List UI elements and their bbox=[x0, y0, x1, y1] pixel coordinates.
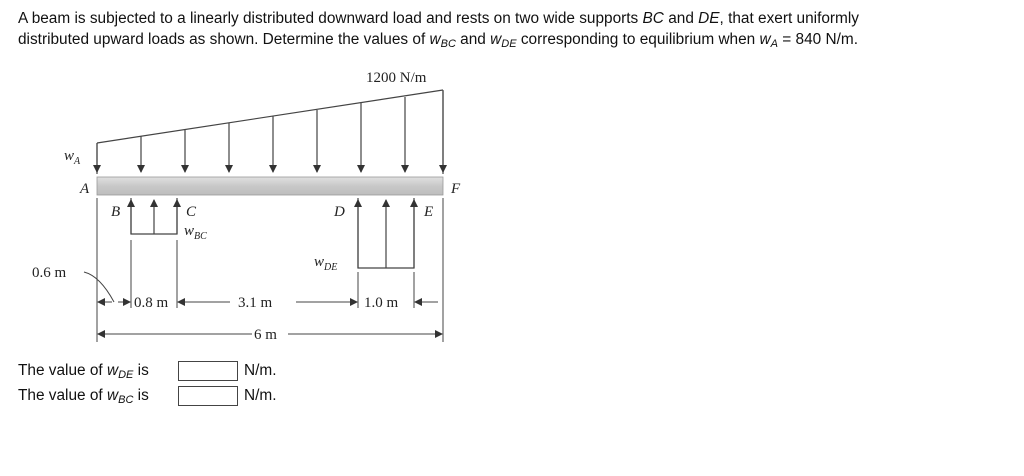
support-bc bbox=[131, 198, 177, 234]
dim-6-label: 6 m bbox=[254, 327, 277, 343]
load-max-label: 1200 N/m bbox=[366, 70, 427, 86]
wde-unit: N/m. bbox=[244, 362, 277, 379]
wde-label: $w_{DE}$ bbox=[314, 254, 338, 273]
answer-wbc-label: The value of $w_{BC}$ is bbox=[18, 386, 149, 406]
problem-line-2: distributed upward loads as shown. Determine the values of $w_{BC}$ and $w_{DE}$ corresponding to equilibrium when $w_A = 840$ N/m. bbox=[18, 31, 858, 50]
point-e-label: E bbox=[424, 204, 434, 220]
point-c-label: C bbox=[186, 204, 197, 220]
answer-wde-label: The value of $w_{DE}$ is bbox=[18, 361, 149, 381]
point-d-label: D bbox=[334, 204, 345, 220]
wa-label: $w_A$ bbox=[64, 148, 81, 167]
point-b-label: B bbox=[111, 204, 121, 220]
dim-06-label: 0.6 m bbox=[32, 265, 67, 281]
answer-row-wbc bbox=[18, 384, 277, 408]
wbc-label: $w_{BC}$ bbox=[184, 223, 207, 242]
beam bbox=[97, 177, 443, 195]
wbc-input[interactable] bbox=[178, 386, 238, 406]
wbc-unit: N/m. bbox=[244, 387, 277, 404]
point-a-label: A bbox=[80, 181, 90, 197]
problem-line-1: A beam is subjected to a linearly distributed downward load and rests on two wide supports BC and DE, that exert uniformly bbox=[18, 10, 859, 27]
dim-08-label: 0.8 m bbox=[134, 295, 169, 311]
dim-31-label: 3.1 m bbox=[238, 295, 273, 311]
extension-lines bbox=[97, 198, 443, 342]
dim-10-label: 1.0 m bbox=[364, 295, 399, 311]
support-de bbox=[358, 198, 414, 268]
answer-row-wde bbox=[18, 359, 277, 383]
point-f-label: F bbox=[451, 181, 461, 197]
load-arrows bbox=[97, 91, 443, 172]
wde-input[interactable] bbox=[178, 361, 238, 381]
distributed-load bbox=[97, 90, 443, 174]
